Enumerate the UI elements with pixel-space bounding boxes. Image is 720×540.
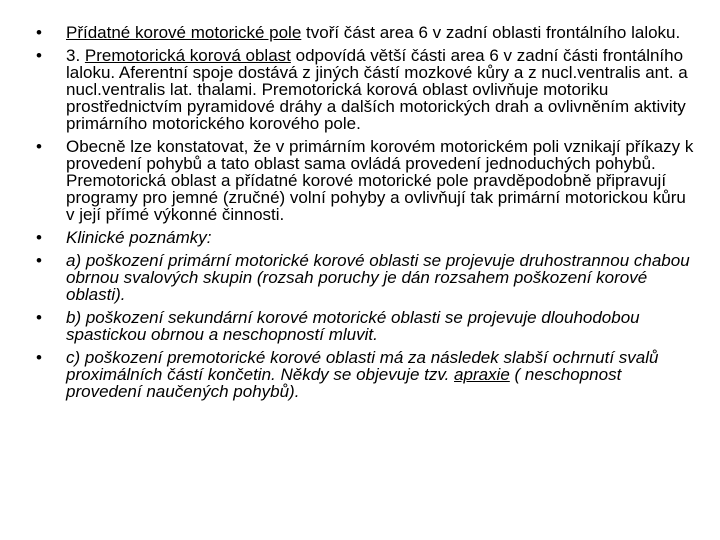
bullet-icon: • <box>36 251 42 270</box>
term-apraxia: apraxie <box>454 365 510 384</box>
item-number: 3. <box>66 46 85 65</box>
clinical-notes-heading: Klinické poznámky: <box>66 228 212 247</box>
list-item <box>36 24 698 41</box>
list-item <box>36 138 698 223</box>
item-text: b) poškození sekundární korové motorické oblasti se projevuje dlouhodobou spastickou obrnou a neschopností mluvit. <box>66 308 640 344</box>
list-item <box>36 252 698 303</box>
bullet-icon: • <box>36 46 42 65</box>
term-premotor-area: Premotorická korová oblast <box>84 46 291 65</box>
item-text: c) poškození premotorické korové oblasti má za následek slabší ochrnutí svalů proximálních částí končetin. Někdy se objevuje tzv. <box>66 348 659 384</box>
item-text: Obecně lze konstatovat, že v primárním korovém motorickém poli vznikají příkazy k provedení pohybů a tato oblast sama ovládá provedení jednoduchých pohybů. Premotorická oblast a přídatné korové motorické pole pravděpodobně připravují programy pro jemné (zručné) volní pohyby a ovlivňují tak primární motorickou kůru v její přímé výkonné činnosti. <box>66 137 694 224</box>
bullet-icon: • <box>36 348 42 367</box>
bullet-icon: • <box>36 23 42 42</box>
list-item <box>36 229 698 246</box>
term-supplementary-motor-area: Přídatné korové motorické pole <box>66 23 302 42</box>
list-item <box>36 309 698 343</box>
item-text: tvoří část area 6 v zadní oblasti frontálního laloku. <box>301 23 681 42</box>
bullet-icon: • <box>36 228 42 247</box>
list-item <box>36 349 698 400</box>
item-text-end: ( neschopnost provedení naučených pohybů). <box>66 365 622 401</box>
bullet-list <box>36 24 698 406</box>
list-item <box>36 47 698 132</box>
item-text: a) poškození primární motorické korové oblasti se projevuje druhostrannou chabou obrnou svalových skupin (rozsah poruchy je dán rozsahem poškození korové oblasti). <box>66 251 690 304</box>
bullet-icon: • <box>36 308 42 327</box>
item-text: odpovídá větší části area 6 v zadní části frontálního laloku. Aferentní spoje dostává z jiných částí mozkové kůry a z nucl.ventralis ant. a nucl.ventralis lat. thalami. Premotorická korová oblast ovlivňuje motoriku prostřednictvím pyramidové dráhy a dalších motorických drah a ovlivněním aktivity primárního motorického korového pole. <box>66 46 688 133</box>
bullet-icon: • <box>36 137 42 156</box>
